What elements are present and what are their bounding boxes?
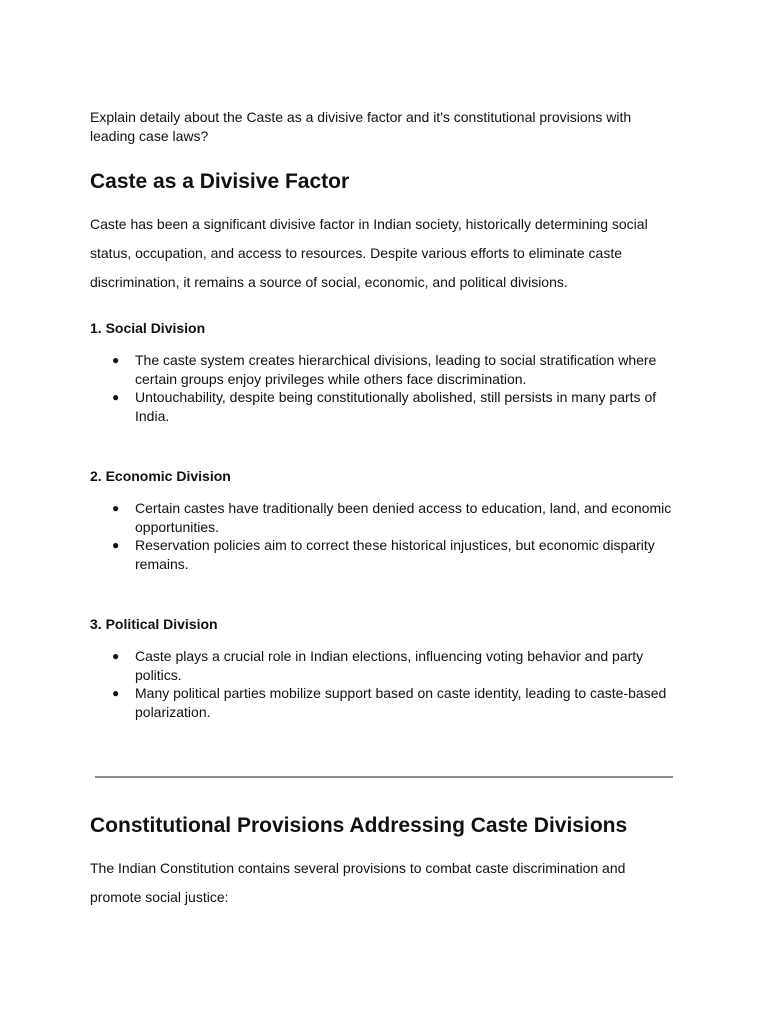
subsection-political-division (90, 615, 678, 721)
section-heading-constitutional-provisions: Constitutional Provisions Addressing Caste Divisions (90, 814, 628, 837)
list-item (90, 351, 680, 388)
list-item-text: The caste system creates hierarchical divisions, leading to social stratification where certain groups enjoy privileges while others face discrimination. (135, 352, 657, 387)
subsection-title: 1. Social Division (90, 320, 206, 336)
section-intro-constitutional-provisions: The Indian Constitution contains several provisions to combat caste discrimination and promote social justice: (90, 860, 626, 905)
bullet-icon: ● (112, 649, 120, 663)
list-item-text: Caste plays a crucial role in Indian elections, influencing voting behavior and party politics. (135, 648, 644, 683)
question-text: Explain detaily about the Caste as a divisive factor and it's constitutional provisions with leading case laws? (90, 109, 632, 144)
list-item-text: Reservation policies aim to correct these historical injustices, but economic disparity remains. (135, 537, 655, 572)
bullet-icon: ● (112, 538, 120, 552)
list-item-text: Many political parties mobilize support based on caste identity, leading to caste-based polarization. (135, 685, 667, 720)
section-heading-divisive-factor: Caste as a Divisive Factor (90, 170, 350, 193)
bullet-icon: ● (112, 353, 120, 367)
section-intro-divisive-factor: Caste has been a significant divisive factor in Indian society, historically determining social status, occupation, and access to resources. Despite various efforts to eliminate caste discrimination, it remains a source of social, economic, and political divisions. (90, 216, 648, 290)
horizontal-divider (95, 776, 673, 778)
subsection-social-division (90, 319, 678, 425)
bullet-icon: ● (112, 390, 120, 404)
bullet-list (90, 351, 678, 425)
list-item (90, 684, 680, 721)
subsection-title: 2. Economic Division (90, 468, 231, 484)
bullet-list (90, 647, 678, 721)
list-item-text: Certain castes have traditionally been denied access to education, land, and economic opportunities. (135, 500, 672, 535)
bullet-list (90, 499, 678, 573)
list-item (90, 536, 680, 573)
list-item (90, 647, 680, 684)
list-item (90, 499, 680, 536)
bullet-icon: ● (112, 501, 120, 515)
list-item-text: Untouchability, despite being constitutionally abolished, still persists in many parts of India. (135, 389, 657, 424)
subsection-title: 3. Political Division (90, 616, 218, 632)
list-item (90, 388, 680, 425)
bullet-icon: ● (112, 686, 120, 700)
subsection-economic-division (90, 467, 678, 573)
